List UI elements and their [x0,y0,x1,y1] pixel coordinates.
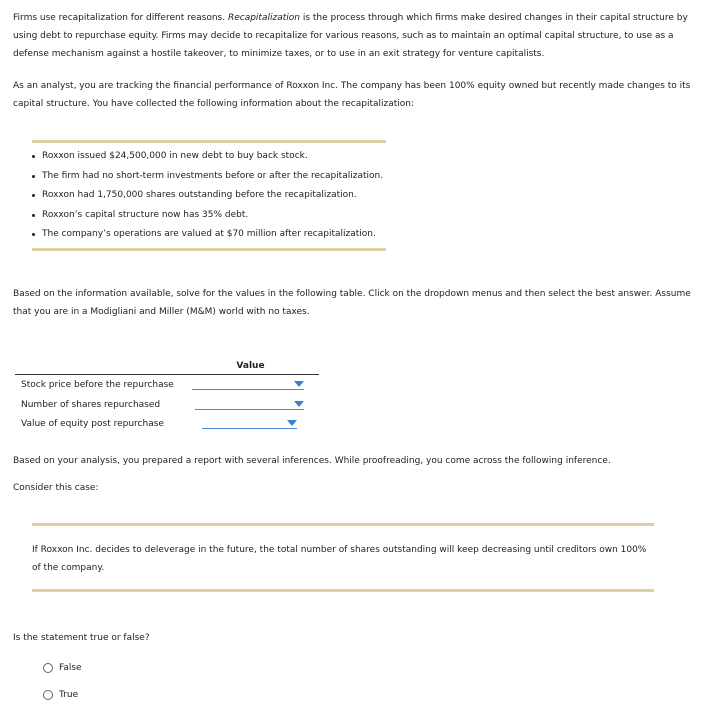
fact-item: Roxxon’s capital structure now has 35% debt. [32,206,383,226]
radio-true[interactable] [43,690,53,700]
instructions-paragraph: Based on the information available, solve for the values in the following table. Click on the dropdown menus and then select the best answer. Assume that you are in a Modigliani and Miller (M&M) world with no taxes. [13,289,691,317]
facts-top-rule [32,140,386,143]
report-paragraph: Based on your analysis, you prepared a report with several inferences. While proofreading, you come across the following inference. [13,456,611,466]
intro-paragraph [13,9,697,63]
chevron-down-icon [294,381,304,387]
radio-false[interactable] [43,663,53,673]
option-true-label: True [59,690,79,700]
row-label-shares-repurchased: Number of shares repurchased [21,400,161,410]
chevron-down-icon [287,420,297,426]
facts-list [32,147,383,245]
equity-value-dropdown[interactable] [202,416,297,429]
question-text: Is the statement true or false? [13,633,150,643]
row-label-equity-value: Value of equity post repurchase [21,419,164,429]
consider-label: Consider this case: [13,483,99,493]
fact-item: Roxxon issued $24,500,000 in new debt to buy back stock. [32,147,383,167]
fact-item: The firm had no short-term investments before or after the recapitalization. [32,167,383,187]
case-statement: If Roxxon Inc. decides to deleverage in the future, the total number of shares outstanding will keep decreasing until creditors own 100% of the company. [32,545,647,573]
facts-bottom-rule [32,248,386,251]
recapitalization-term: Recapitalization [227,13,300,23]
option-true[interactable] [43,689,78,701]
chevron-down-icon [294,401,304,407]
stock-price-dropdown[interactable] [192,377,304,390]
option-false-label: False [59,663,82,673]
fact-item: Roxxon had 1,750,000 shares outstanding before the recapitalization. [32,186,383,206]
intro-part2: is the process through which firms make desired changes in their capital structure by using debt to repurchase equity. Firms may decide to recapitalize for various reasons, such as to maintain an optimal capital structure, to use as a defense mechanism against a hostile takeover, to minimize taxes, or to use in an exit strategy for venture capitalists. [13,13,688,59]
case-top-rule [32,523,654,526]
case-bottom-rule [32,589,654,592]
table-header-rule [15,374,319,375]
fact-item: The company’s operations are valued at $70 million after recapitalization. [32,225,383,245]
shares-repurchased-dropdown[interactable] [195,397,304,410]
row-label-stock-price: Stock price before the repurchase [21,380,174,390]
intro-part1: Firms use recapitalization for different reasons. [13,13,228,23]
table-header-value: Value [236,361,265,371]
option-false[interactable] [43,662,82,674]
analyst-paragraph: As an analyst, you are tracking the financial performance of Roxxon Inc. The company has been 100% equity owned but recently made changes to its capital structure. You have collected the following information about the recapitalization: [13,81,691,109]
